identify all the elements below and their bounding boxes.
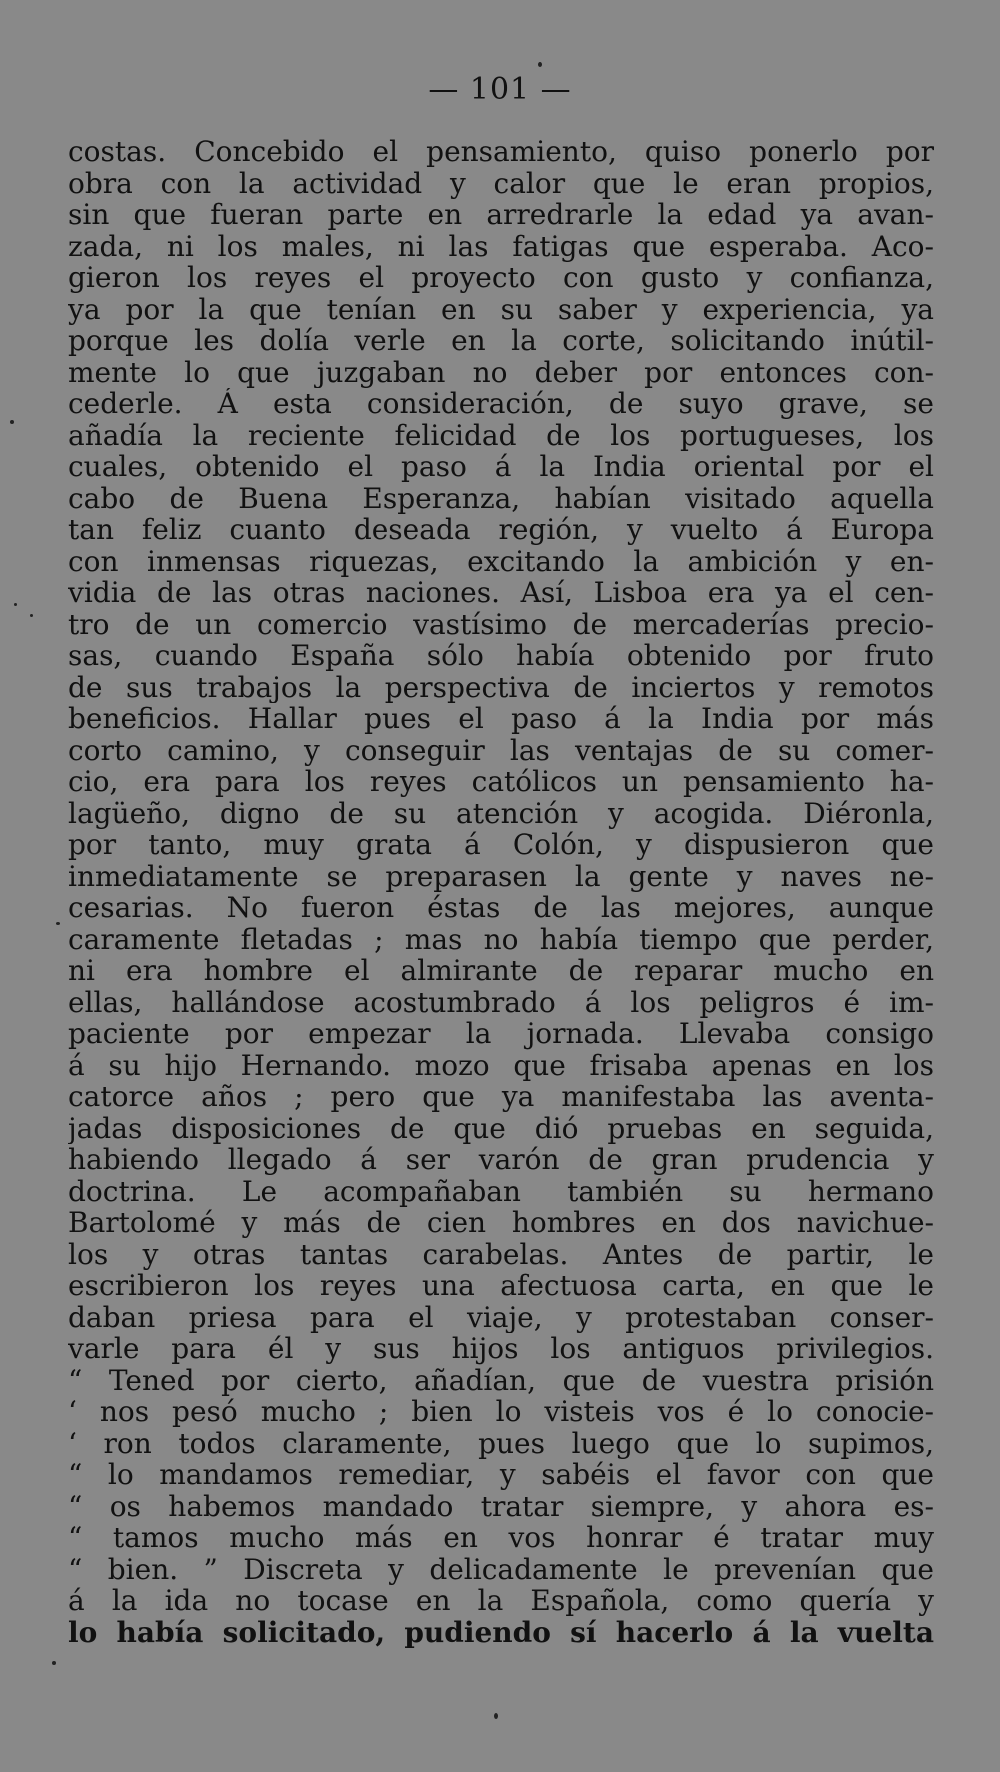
text-line: escribieron los reyes una afectuosa carta, en que le: [68, 1270, 934, 1302]
speck-mark: [494, 1713, 498, 1719]
text-line: ‘ nos pesó mucho ; bien lo visteis vos é lo conocie-: [68, 1396, 934, 1428]
text-line: beneficios. Hallar pues el paso á la India por más: [68, 703, 934, 735]
text-line: cuales, obtenido el paso á la India oriental por el: [68, 451, 934, 483]
text-line: tro de un comercio vastísimo de mercaderías precio-: [68, 608, 934, 640]
text-line: lagüeño, digno de su atención y acogida. Diéronla,: [68, 797, 934, 829]
text-line: jadas disposiciones de que dió pruebas en seguida,: [68, 1112, 934, 1144]
text-line: “ Tened por cierto, añadían, que de vuestra prisión: [68, 1364, 934, 1396]
text-line: ni era hombre el almirante de reparar mucho en: [68, 955, 934, 987]
speck-mark: [538, 62, 542, 67]
speck-mark: [14, 603, 17, 606]
text-line: con inmensas riquezas, excitando la ambición y en-: [68, 545, 934, 577]
text-line: porque les dolía verle en la corte, solicitando inútil-: [68, 325, 934, 357]
text-line: cio, era para los reyes católicos un pensamiento ha-: [68, 766, 934, 798]
text-line: sas, cuando España sólo había obtenido por fruto: [68, 640, 934, 672]
text-line: añadía la reciente felicidad de los portugueses, los: [68, 419, 934, 451]
page-number: — 101 —: [428, 72, 572, 107]
body-text: [68, 136, 934, 1648]
text-line: catorce años ; pero que ya manifestaba las aventa-: [68, 1081, 934, 1113]
text-line: corto camino, y conseguir las ventajas de su comer-: [68, 734, 934, 766]
text-line: por tanto, muy grata á Colón, y dispusieron que: [68, 829, 934, 861]
text-line: ellas, hallándose acostumbrado á los peligros é im-: [68, 986, 934, 1018]
speck-mark: [30, 614, 33, 617]
text-line: “ tamos mucho más en vos honrar é tratar muy: [68, 1522, 934, 1554]
text-line: á su hijo Hernando. mozo que frisaba apenas en los: [68, 1049, 934, 1081]
text-line: varle para él y sus hijos los antiguos privilegios.: [68, 1333, 934, 1365]
text-line: daban priesa para el viaje, y protestaban conser-: [68, 1301, 934, 1333]
text-line: “ os habemos mandado tratar siempre, y ahora es-: [68, 1490, 934, 1522]
text-line: obra con la actividad y calor que le eran propios,: [68, 167, 934, 199]
text-line: sin que fueran parte en arredrarle la edad ya avan-: [68, 199, 934, 231]
text-line: cesarias. No fueron éstas de las mejores, aunque: [68, 892, 934, 924]
text-line: “ lo mandamos remediar, y sabéis el favor con que: [68, 1459, 934, 1491]
text-line: doctrina. Le acompañaban también su hermano: [68, 1175, 934, 1207]
text-line: vidia de las otras naciones. Así, Lisboa era ya el cen-: [68, 577, 934, 609]
speck-mark: [56, 922, 60, 925]
speck-mark: [10, 420, 14, 424]
text-line: caramente fletadas ; mas no había tiempo que perder,: [68, 923, 934, 955]
speck-mark: [52, 1661, 56, 1665]
text-line: de sus trabajos la perspectiva de inciertos y remotos: [68, 671, 934, 703]
text-line: tan feliz cuanto deseada región, y vuelto á Europa: [68, 514, 934, 546]
text-line: á la ida no tocase en la Española, como quería y: [68, 1585, 934, 1617]
text-line: lo había solicitado, pudiendo sí hacerlo á la vuelta: [68, 1616, 934, 1648]
text-line: paciente por empezar la jornada. Llevaba consigo: [68, 1018, 934, 1050]
text-line: gieron los reyes el proyecto con gusto y confianza,: [68, 262, 934, 294]
text-line: Bartolomé y más de cien hombres en dos navichue-: [68, 1207, 934, 1239]
text-line: cederle. Á esta consideración, de suyo grave, se: [68, 388, 934, 420]
text-line: ‘ ron todos claramente, pues luego que lo supimos,: [68, 1427, 934, 1459]
text-line: ya por la que tenían en su saber y experiencia, ya: [68, 293, 934, 325]
text-line: mente lo que juzgaban no deber por entonces con-: [68, 356, 934, 388]
text-line: zada, ni los males, ni las fatigas que esperaba. Aco-: [68, 230, 934, 262]
text-line: costas. Concebido el pensamiento, quiso ponerlo por: [68, 136, 934, 168]
text-line: “ bien. ” Discreta y delicadamente le prevenían que: [68, 1553, 934, 1585]
text-line: habiendo llegado á ser varón de gran prudencia y: [68, 1144, 934, 1176]
text-line: inmediatamente se preparasen la gente y naves ne-: [68, 860, 934, 892]
text-line: cabo de Buena Esperanza, habían visitado aquella: [68, 482, 934, 514]
text-line: los y otras tantas carabelas. Antes de partir, le: [68, 1238, 934, 1270]
